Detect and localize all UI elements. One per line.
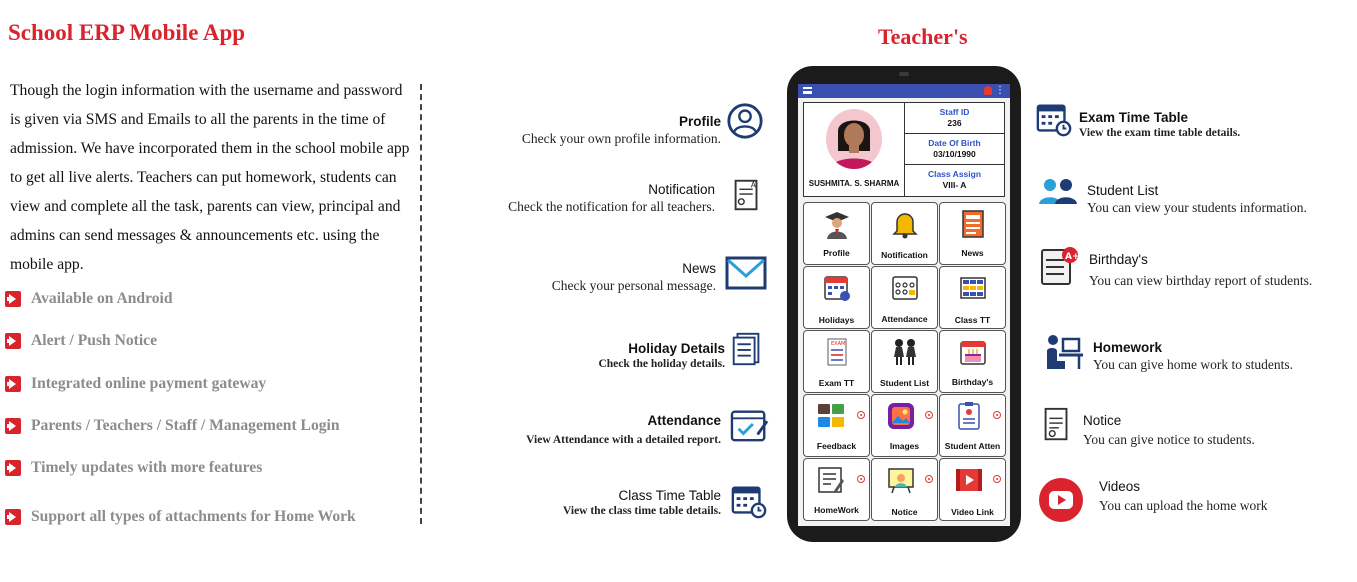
calendar-clock-icon bbox=[730, 482, 768, 520]
page-title: School ERP Mobile App bbox=[8, 20, 246, 45]
feature-exam-time-table: Exam Time Table View the exam time table details. bbox=[1079, 110, 1241, 139]
tile-student-attendance[interactable]: Student Atten bbox=[939, 394, 1006, 457]
class-assign-cell: Class Assign VIII- A bbox=[927, 169, 982, 190]
feature-item: Support all types of attachments for Home Work bbox=[5, 504, 356, 530]
birthday-icon bbox=[1037, 244, 1081, 288]
feature-item: Parents / Teachers / Staff / Management Login bbox=[5, 413, 340, 439]
timetable-icon bbox=[958, 273, 988, 303]
add-badge-icon bbox=[993, 411, 1001, 419]
svg-text:A+: A+ bbox=[1065, 252, 1080, 262]
graduate-icon bbox=[822, 209, 852, 239]
notice-icon bbox=[1038, 406, 1076, 444]
homework-icon bbox=[816, 465, 846, 495]
feature-item: Integrated online payment gateway bbox=[5, 371, 266, 397]
tile-notice[interactable]: Notice bbox=[871, 458, 938, 521]
feature-holiday-details: Holiday Details Check the holiday details. bbox=[598, 341, 725, 370]
profile-card bbox=[803, 102, 1005, 197]
images-icon bbox=[886, 401, 916, 431]
feature-student-list: Student List You can view your students information. bbox=[1087, 183, 1307, 215]
feature-videos: Videos You can upload the home work bbox=[1099, 479, 1268, 513]
add-badge-icon bbox=[925, 475, 933, 483]
news-icon bbox=[958, 209, 988, 239]
attendance-icon bbox=[728, 406, 772, 444]
add-badge-icon bbox=[857, 411, 865, 419]
feature-notice: Notice You can give notice to students. bbox=[1083, 413, 1255, 447]
tile-news[interactable]: News bbox=[939, 202, 1006, 265]
app-screen bbox=[798, 84, 1010, 526]
tile-feedback[interactable]: Feedback bbox=[803, 394, 870, 457]
notice-board-icon bbox=[886, 465, 916, 495]
tile-notification[interactable]: Notification bbox=[871, 202, 938, 265]
homework-icon bbox=[1043, 333, 1085, 371]
arrow-right-icon bbox=[5, 291, 21, 307]
teacher-photo bbox=[804, 103, 905, 196]
intro-paragraph: Though the login information with the username and password is given via SMS and Emails to all the parents in the time of admission. We have incorporated them in the school mobile app to get all live alerts. Teachers can put homework, students can view and complete all the task, parents can view, principal and admins can send messages & announcements etc. using the mobile app. bbox=[10, 82, 410, 273]
bell-icon bbox=[890, 209, 920, 239]
teacher-section-title: Teacher's bbox=[878, 24, 968, 49]
feedback-icon bbox=[816, 401, 846, 431]
attendance-calendar-icon bbox=[890, 273, 920, 303]
feature-notification: Notification Check the notification for all teachers. bbox=[508, 182, 715, 214]
teacher-name: SUSHMITA. S. SHARMA bbox=[808, 179, 900, 188]
tile-class-tt[interactable]: Class TT bbox=[939, 266, 1006, 329]
calendar-clock-icon bbox=[1035, 100, 1073, 138]
avatar bbox=[826, 109, 882, 169]
tile-student-list[interactable]: Student List bbox=[871, 330, 938, 393]
app-bar bbox=[798, 84, 1010, 98]
arrow-right-icon bbox=[5, 509, 21, 525]
arrow-right-icon bbox=[5, 460, 21, 476]
feature-homework: Homework You can give home work to students. bbox=[1093, 340, 1293, 372]
video-play-icon bbox=[1037, 476, 1085, 524]
tile-video-link[interactable]: Video Link bbox=[939, 458, 1006, 521]
mail-icon bbox=[725, 254, 767, 292]
dashed-divider bbox=[420, 84, 422, 524]
feature-profile: Profile Check your own profile information. bbox=[521, 114, 721, 146]
tile-birthdays[interactable]: Birthday's bbox=[939, 330, 1006, 393]
feature-birthdays: Birthday's You can view birthday report of students. bbox=[1089, 252, 1313, 288]
dob-cell: Date Of Birth 03/10/1990 bbox=[905, 134, 1004, 165]
tile-images[interactable]: Images bbox=[871, 394, 938, 457]
cake-icon bbox=[958, 337, 988, 367]
tile-homework[interactable]: HomeWork bbox=[803, 458, 870, 521]
holidays-icon bbox=[822, 273, 852, 303]
feature-item: Available on Android bbox=[5, 286, 173, 312]
feature-news: News Check your personal message. bbox=[551, 261, 716, 293]
arrow-right-icon bbox=[5, 333, 21, 349]
phone-speaker bbox=[899, 72, 909, 76]
feature-item: Timely updates with more features bbox=[5, 455, 262, 481]
exam-icon bbox=[822, 337, 852, 367]
video-icon bbox=[954, 465, 984, 495]
tile-profile[interactable]: Profile bbox=[803, 202, 870, 265]
feature-attendance: Attendance View Attendance with a detailed report. bbox=[526, 413, 721, 446]
feature-class-time-table: Class Time Table View the class time table details. bbox=[563, 488, 721, 517]
feature-item: Alert / Push Notice bbox=[5, 328, 157, 354]
add-badge-icon bbox=[925, 411, 933, 419]
clipboard-icon bbox=[954, 401, 984, 431]
add-badge-icon bbox=[993, 475, 1001, 483]
menu-icon[interactable] bbox=[803, 87, 812, 94]
tile-exam-tt[interactable]: EXAM Exam TT bbox=[803, 330, 870, 393]
tile-holidays[interactable]: Holidays bbox=[803, 266, 870, 329]
more-vert-icon[interactable]: ⋮ bbox=[995, 85, 1005, 96]
arrow-right-icon bbox=[5, 418, 21, 434]
document-icon bbox=[728, 330, 766, 368]
svg-text:A: A bbox=[750, 180, 757, 190]
students-icon bbox=[890, 337, 920, 367]
staff-id-cell: Staff ID 236 bbox=[905, 103, 1004, 134]
tile-attendance[interactable]: Attendance bbox=[871, 266, 938, 329]
users-icon bbox=[1037, 172, 1079, 210]
arrow-right-icon bbox=[5, 376, 21, 392]
add-badge-icon bbox=[857, 475, 865, 483]
bell-icon[interactable] bbox=[984, 86, 992, 95]
notification-icon bbox=[728, 176, 766, 214]
phone-mockup bbox=[787, 66, 1021, 542]
svg-text:EXAM: EXAM bbox=[831, 341, 846, 347]
profile-icon bbox=[726, 102, 764, 140]
